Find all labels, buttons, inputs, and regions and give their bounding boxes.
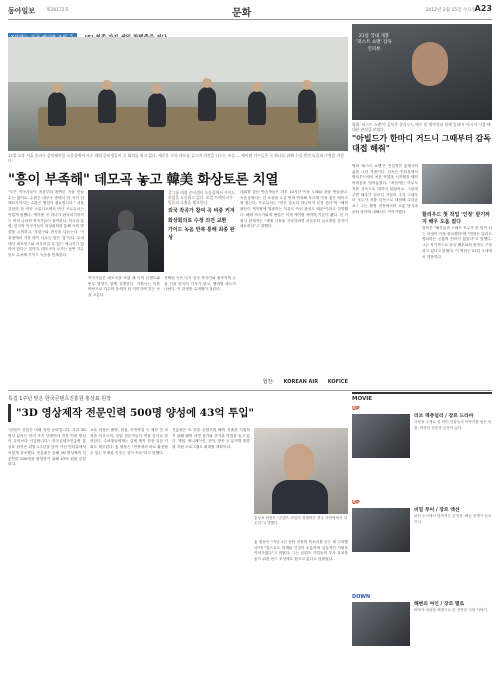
interview-column-1: 영화 '퍼스트 쇼맨'은 전설적인 흥행사의 삶을 그린 작품이다. 감독은 인터뷰에서 할리우드에서 처음 작업을 시작했을 때의 어려움을 털어놓았다. "처음에는 아무도 저를 감독으로 대하지 않았어요. 그런데 주연 배우가 한마디 거들어 주자 그때부터 모두가 저를 감독으로 대접해 주더군요." 그는 촬영 현장에서의 소통 방식과 문화 차이에 대해서도 이야기했다. — [352, 164, 418, 214]
interview-tag: 21일 국내 개봉 '퍼스트 쇼맨' 감독 인터뷰 — [356, 34, 392, 52]
article2-column-3: 진흥원은 또 한류 콘텐츠의 해외 진출을 지원하기 위해 해외 마켓 참가와 현지화 작업을 돕고 있다. 게임, 애니메이션, 음악, 방송 등 분야별 맞춤형 지원 프로그램도 확대할 계획이다. — [172, 428, 250, 450]
sponsor-logo: KOFICE — [327, 379, 348, 385]
studio-photo — [8, 37, 348, 151]
movie-description: 사랑을 주제로 한 여러 인물들의 이야기를 담은 작품. 따뜻한 감동과 웃음이 있다. — [414, 420, 492, 430]
main-headline: "흥이 부족해" 데모곡 놓고 韓美 화상토론 치열 — [8, 172, 279, 188]
studio-photo-caption: 12일 오후 서울 송파구 음악레이블 녹음실에서 가수 데뷔 준비생들이 곡 회의를 하고 있다. 새로운 곡의 데모를 들으며 의견을 나누는 모습 — 케이팝 가수들은 곡 하나를 위해 수십 번의 녹음과 수정을 거친다. — [8, 153, 344, 164]
article-kicker: 특집 1주년 맞은 한국콘텐츠진흥원 홍상표 원장 — [8, 396, 111, 402]
article-column-4: 데뷔를 앞둔 연습생들은 하루 10시간 이상 노래와 춤을 연습한다. 녹음실에서는 한 소절을 수십 번씩 반복해 부르며 가장 좋은 테이크를 찾는다. 프로듀서는 "작은 숨소리 하나까지 신경 쓴다"며 "해외 팬들이 케이팝에 열광하는 이유도 이런 완성도 때문"이라고 설명했다. 해외 작곡가와의 협업은 이제 케이팝 제작의 기본이 됐다. 한 기획사 관계자는 "세계 시장을 겨냥하려면 처음부터 글로벌한 감각이 필요하다"고 말했다. — [240, 190, 348, 229]
singer-photo — [88, 190, 164, 272]
movie-still-photo — [422, 164, 492, 204]
movie-thumbnail — [352, 414, 410, 458]
trend-down-icon: DOWN — [352, 594, 371, 600]
movie-title: 비밀 투어 / 장르 액션 — [414, 508, 460, 513]
official-portrait — [254, 428, 348, 514]
movie-title: 러브 액츄얼리 / 장르 드라마 — [414, 414, 474, 419]
article-column-2: 작곡가들은 데모곡을 보낼 때 곡의 콘셉트와 안무 방향도 함께 설명한다. 기획사는 이를 바탕으로 가수의 음색과 팀 이미지에 맞는 곡을 고른다. — [88, 276, 160, 298]
sponsor-line — [8, 378, 348, 388]
portrait-caption: 홍상표 원장은 "콘텐츠 산업의 경쟁력은 결국 사람에게서 나온다"고 말했다. — [254, 516, 347, 525]
movie-thumbnail — [352, 602, 410, 646]
side-note: 가이드 녹음 반복 통해 최종 완성 — [168, 227, 235, 241]
movie-description: 낯선 도시에서 벌어지는 추격전. 빠른 전개가 돋보인다. — [414, 514, 492, 524]
movie-title: 해변의 여인 / 장르 멜로 — [414, 602, 465, 607]
singer-photo-caption: 걸그룹 데뷔 준비생이 녹음실에서 가이드 보컬을 녹음하고 있다. 보컬 트레이너가 발음과 호흡을 체크한다. — [168, 190, 236, 206]
section-divider — [8, 390, 492, 391]
side-notes — [168, 190, 236, 274]
article2-column-2: 교육 과정은 촬영, 편집, 후반작업 등 제작 전 과정을 아우르며, 현업 전문가들이 직접 강사로 참여한다. 수료생들에게는 실제 제작 현장 실습 기회도 제공된다. 홍 원장은 "현장에서 바로 활용할 수 있는 인재를 키우는 것이 목표"라고 말했다. — [90, 428, 168, 455]
interview-subheading: 할리우드 첫 작업 '인정' 받기까지 배우 도움 컸다 — [422, 212, 490, 225]
movie-thumbnail — [352, 508, 410, 552]
side-note: 외국 작곡가 참여 곡 비중 커져 — [168, 208, 235, 215]
sponsor-label: 협찬: — [262, 379, 274, 385]
article-column-3: 선택된 곡은 다시 한국 작곡가와 편곡자의 손을 거쳐 한국어 가사가 붙고, 멤버별 파트가 나뉜다. 이 과정만 수개월이 걸린다. — [164, 276, 236, 292]
section-title: 문화 — [232, 8, 252, 19]
sponsor-logo: KOREAN AIR — [283, 379, 319, 385]
movie-sidebar — [352, 392, 492, 687]
director-photo-caption: 영화 '퍼스트 쇼맨'의 감독은 할리우드 배우 및 제작진과 함께 일하며 '아시아 시장'에 대한 관심을 보였다. — [352, 122, 491, 133]
side-note: 화상회의로 수정 의견 교환 — [168, 217, 227, 224]
issue-date: 2012년 2월 15일 수요일 — [425, 8, 476, 13]
article2-column-4: 홍 원장은 "지난 1년 동안 현장의 목소리를 듣는 데 주력했다"며 "앞으로도 업계와 긴밀히 소통하며 실질적인 지원을 이어가겠다"고 밝혔다. 그는 콘텐츠 기업들의 투자 유치를 돕기 위한 펀드 조성에도 힘쓰고 있다고 덧붙였다. — [254, 540, 348, 562]
interview-headline: "아빌드가 한마디 거드니 그때부터 감독대접 해줘" — [352, 134, 491, 154]
trend-up-icon: UP — [352, 500, 360, 506]
trend-up-icon: UP — [352, 406, 360, 412]
second-headline: "3D 영상제작 전문인력 500명 양성에 43억 투입" — [8, 404, 338, 422]
interview-column-2: 감독은 "배우들과 스태프 모두가 한 팀이 되는 과정이 가장 중요했다"며 "언어는 달라도 영화라는 공통의 언어가 있었다"고 말했다. 그는 차기작으로 한국 배우와의 합작도 구상하고 있다고 밝혔다. 이 영화는 21일 국내에서 개봉한다. — [422, 226, 492, 259]
series-header — [8, 24, 348, 35]
article2-column-1: "콘텐츠 산업은 미래 성장 동력입니다. 특히 3D 영상 분야는 아직 초기 단계여서 전문 인력 양성이 무엇보다 시급합니다." 한국콘텐츠진흥원 홍상표 원장은 취임 1주년을 맞아 가진 인터뷰에서 이렇게 강조했다. 진흥원은 올해 3D 영상제작 전문인력 500명을 양성하기 위해 43억 원을 투입한다. — [8, 428, 86, 467]
newspaper-logo: 동아일보 — [8, 7, 36, 15]
movie-description: 바닷가 마을을 배경으로 한 잔잔한 사랑 이야기. — [414, 608, 488, 613]
movie-label: MOVIE — [352, 396, 373, 402]
issue-number: 제28172호 — [46, 8, 70, 13]
article-column-1: "모든 작곡가들이 처음부터 완벽한 곡을 만들 수는 없어요. 수많은 데모곡 중에서 한 곡이 선택되기까지는 수많은 협업이 필요합니다." 서울 강남의 한 작곡 스튜디오에서 만난 프로듀서는 이렇게 말했다. 케이팝 곡 하나가 완성되기까지는 여러 나라의 작곡가들이 참여한다. 미국과 유럽, 한국의 작곡가들이 화상회의를 통해 곡의 방향을 논의하고, 후렴구와 편곡을 다듬는다. 이 과정에서 가장 많이 나오는 말은 '흥'이다. 무대에서 퍼포먼스와 어우러질 수 있는 에너지가 있어야 한다는 것이다. 데모곡이 오가는 동안 가수들도 수차례 가이드 녹음을 반복한다. — [8, 190, 84, 258]
masthead — [8, 4, 492, 20]
page-number: A23 — [474, 4, 492, 13]
director-photo — [352, 24, 492, 120]
